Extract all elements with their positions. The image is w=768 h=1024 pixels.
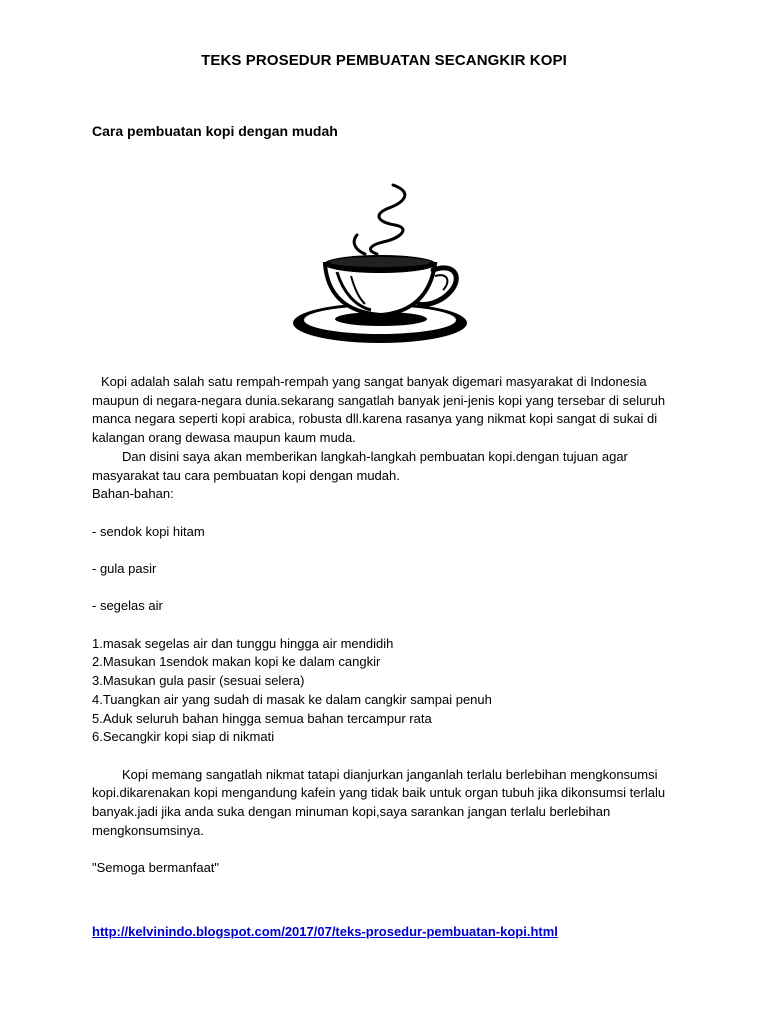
intro-line: Kopi adalah salah satu rempah-rempah yang sangat banyak digemari masyarakat di Indonesia	[101, 374, 647, 389]
closing-line: Kopi memang sangatlah nikmat tatapi dianjurkan janganlah terlalu berlebihan mengkonsumsi	[122, 766, 658, 782]
intro-line: maupun di negara-negara dunia.sekarang sangatlah banyak jeni-jenis kopi yang tersebar di seluruh	[92, 392, 666, 408]
ingredient-item: - segelas air	[92, 598, 163, 614]
step-item: 6.Secangkir kopi siap di nikmati	[92, 729, 275, 745]
closing-line: banyak.jadi jika anda suka dengan minuman kopi,saya sarankan jangan terlalu berlebihan	[92, 804, 611, 820]
document-title: TEKS PROSEDUR PEMBUATAN SECANGKIR KOPI	[201, 52, 567, 69]
step-item: 2.Masukan 1sendok makan kopi ke dalam cangkir	[92, 654, 381, 670]
document-subtitle: Cara pembuatan kopi dengan mudah	[92, 123, 338, 139]
ingredient-item: - gula pasir	[92, 561, 157, 576]
intro-line: kalangan orang dewasa maupun kaum muda.	[92, 430, 356, 446]
source-link[interactable]: http://kelvinindo.blogspot.com/2017/07/teks-prosedur-pembuatan-kopi.html	[92, 924, 558, 939]
ingredients-heading: Bahan-bahan:	[92, 486, 174, 502]
ingredient-item: - sendok kopi hitam	[92, 523, 205, 539]
intro-line: masyarakat tau cara pembuatan kopi dengan mudah.	[92, 467, 400, 483]
step-item: 3.Masukan gula pasir (sesuai selera)	[92, 673, 305, 689]
step-item: 4.Tuangkan air yang sudah di masak ke dalam cangkir sampai penuh	[92, 691, 492, 707]
document-body	[92, 373, 692, 878]
closing-line: mengkonsumsinya.	[92, 822, 204, 838]
intro-line: Dan disini saya akan memberikan langkah-langkah pembuatan kopi.dengan tujuan agar	[122, 448, 628, 464]
step-item: 1.masak segelas air dan tunggu hingga air mendidih	[92, 635, 394, 651]
step-item: 5.Aduk seluruh bahan hingga semua bahan tercampur rata	[92, 710, 432, 726]
closing-quote: "Semoga bermanfaat"	[92, 860, 220, 876]
closing-line: kopi.dikarenakan kopi mengandung kafein yang tidak baik untuk organ tubuh jika dikonsumsi terlalu	[92, 785, 666, 801]
coffee-cup-icon	[285, 180, 480, 345]
intro-line: manca negara seperti kopi arabica, robusta dll.karena rasanya yang nikmat kopi sangat di sukai di	[92, 411, 658, 427]
